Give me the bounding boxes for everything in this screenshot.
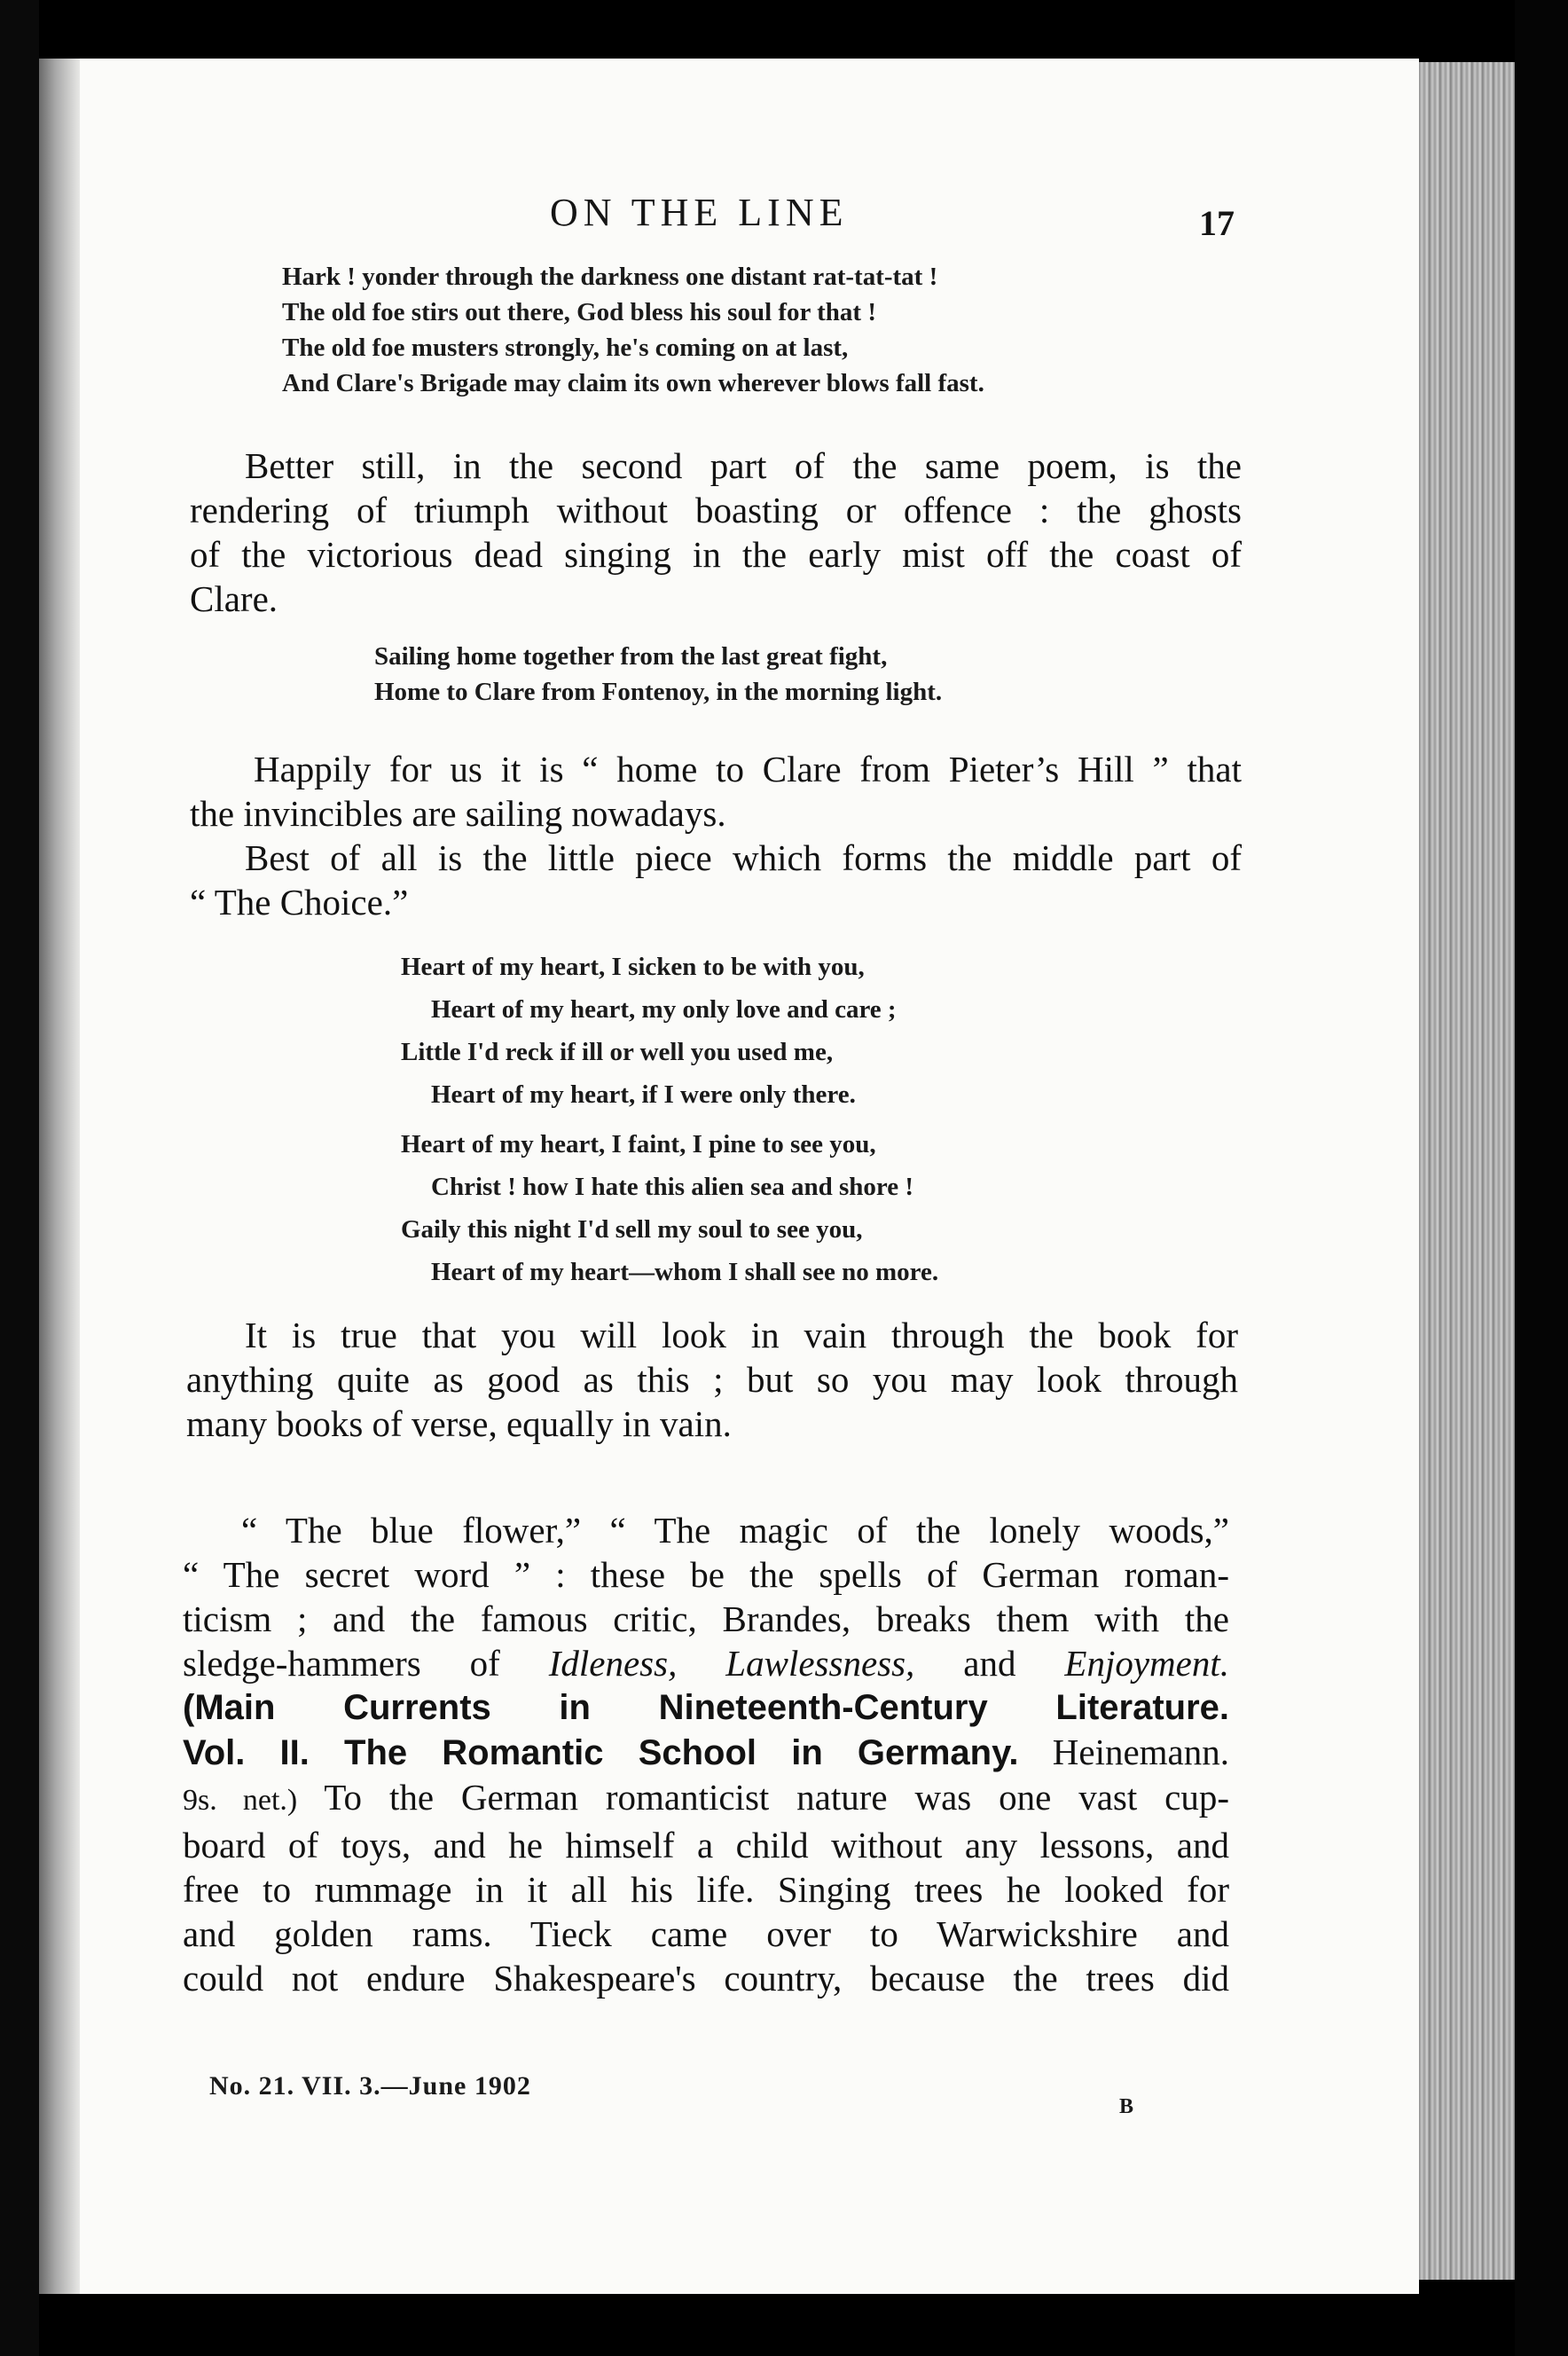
binding-shadow: [39, 59, 80, 2294]
prose-line: could not endure Shakespeare's country, because the trees did: [183, 1958, 1229, 1999]
prose-line: board of toys, and he himself a child without any lessons, and: [183, 1825, 1229, 1865]
prose-line: “ The Choice.”: [190, 882, 409, 923]
paragraph-3: [186, 1313, 1238, 1446]
right-background: [1515, 0, 1568, 2356]
page-edges: [1419, 62, 1515, 2280]
text-run: sledge-hammers of: [183, 1643, 549, 1684]
verse-line: Little I'd reck if ill or well you used me,: [401, 1038, 834, 1066]
verse-line: Hark ! yonder through the darkness one distant rat-tat-tat !: [282, 263, 938, 291]
running-head: ON THE LINE: [550, 191, 849, 234]
book-title-bold: Vol. II. The Romantic School in Germany.: [183, 1733, 1019, 1772]
paragraph-1: [190, 444, 1242, 621]
verse-line: Gaily this night I'd sell my soul to see you,: [401, 1215, 863, 1244]
italic-term: Enjoyment.: [1064, 1643, 1229, 1684]
paragraph-2: [190, 747, 1242, 924]
verse-line: Heart of my heart, I sicken to be with you,: [401, 953, 865, 981]
book-title-line: (Main Currents in Nineteenth-Century Literature.: [183, 1688, 1229, 1727]
verse-line: Heart of my heart, I faint, I pine to see you,: [401, 1130, 876, 1158]
prose-line: Happily for us it is “ home to Clare from Pieter’s Hill ” that: [254, 749, 1242, 789]
verse-quote-3: [401, 946, 938, 1293]
page-number: 17: [1199, 203, 1235, 243]
text-run: To the German romanticist nature was one vast cup-: [297, 1777, 1229, 1818]
verse-line: And Clare's Brigade may claim its own wherever blows fall fast.: [282, 369, 984, 397]
prose-line: Clare.: [190, 578, 278, 619]
verse-line: Heart of my heart—whom I shall see no more.: [431, 1258, 939, 1286]
stanza-gap: [401, 1116, 938, 1123]
prose-line: [183, 1641, 1229, 1685]
prose-line: “ The secret word ” : these be the spells of German roman-: [183, 1554, 1229, 1595]
prose-line: and golden rams. Tieck came over to Warwickshire and: [183, 1913, 1229, 1954]
price: 9s. net.): [183, 1784, 298, 1817]
verse-line: Heart of my heart, if I were only there.: [431, 1080, 856, 1109]
prose-line: It is true that you will look in vain through the book for: [245, 1315, 1238, 1355]
prose-line: Best of all is the little piece which forms the middle part of: [245, 837, 1242, 878]
prose-line: many books of verse, equally in vain.: [186, 1403, 732, 1444]
verse-quote-2: [374, 639, 942, 710]
verse-line: Sailing home together from the last great fight,: [374, 642, 888, 671]
prose-line: [183, 1730, 1229, 1775]
prose-line: Better still, in the second part of the same poem, is the: [245, 445, 1242, 486]
prose-line: the invincibles are sailing nowadays.: [190, 793, 726, 834]
footer-signature: No. 21. VII. 3.—June 1902: [209, 2071, 531, 2101]
paragraph-4: [183, 1508, 1229, 2000]
publisher: Heinemann.: [1018, 1732, 1229, 1772]
prose-line: of the victorious dead singing in the early mist off the coast of: [190, 534, 1242, 575]
prose-line: “ The blue flower,” “ The magic of the lonely woods,”: [241, 1510, 1229, 1551]
verse-line: The old foe musters strongly, he's coming on at last,: [282, 334, 849, 362]
prose-line: [183, 1775, 1229, 1823]
italic-term: Lawlessness,: [725, 1643, 915, 1684]
prose-line: anything quite as good as this ; but so you may look through: [186, 1359, 1238, 1400]
signature-mark: B: [1119, 2095, 1134, 2118]
verse-line: Home to Clare from Fontenoy, in the morning light.: [374, 678, 943, 706]
verse-line: The old foe stirs out there, God bless his soul for that !: [282, 298, 876, 326]
text-run: and: [914, 1643, 1065, 1684]
verse-line: Heart of my heart, my only love and care ;: [431, 995, 897, 1024]
italic-term: Idleness,: [548, 1643, 678, 1684]
verse-line: Christ ! how I hate this alien sea and shore !: [431, 1173, 914, 1201]
left-gutter: [0, 0, 39, 2356]
prose-line: ticism ; and the famous critic, Brandes, breaks them with the: [183, 1598, 1229, 1639]
verse-quote-1: [282, 259, 984, 401]
prose-line: rendering of triumph without boasting or offence : the ghosts: [190, 490, 1242, 530]
prose-line: free to rummage in it all his life. Singing trees he looked for: [183, 1869, 1229, 1910]
